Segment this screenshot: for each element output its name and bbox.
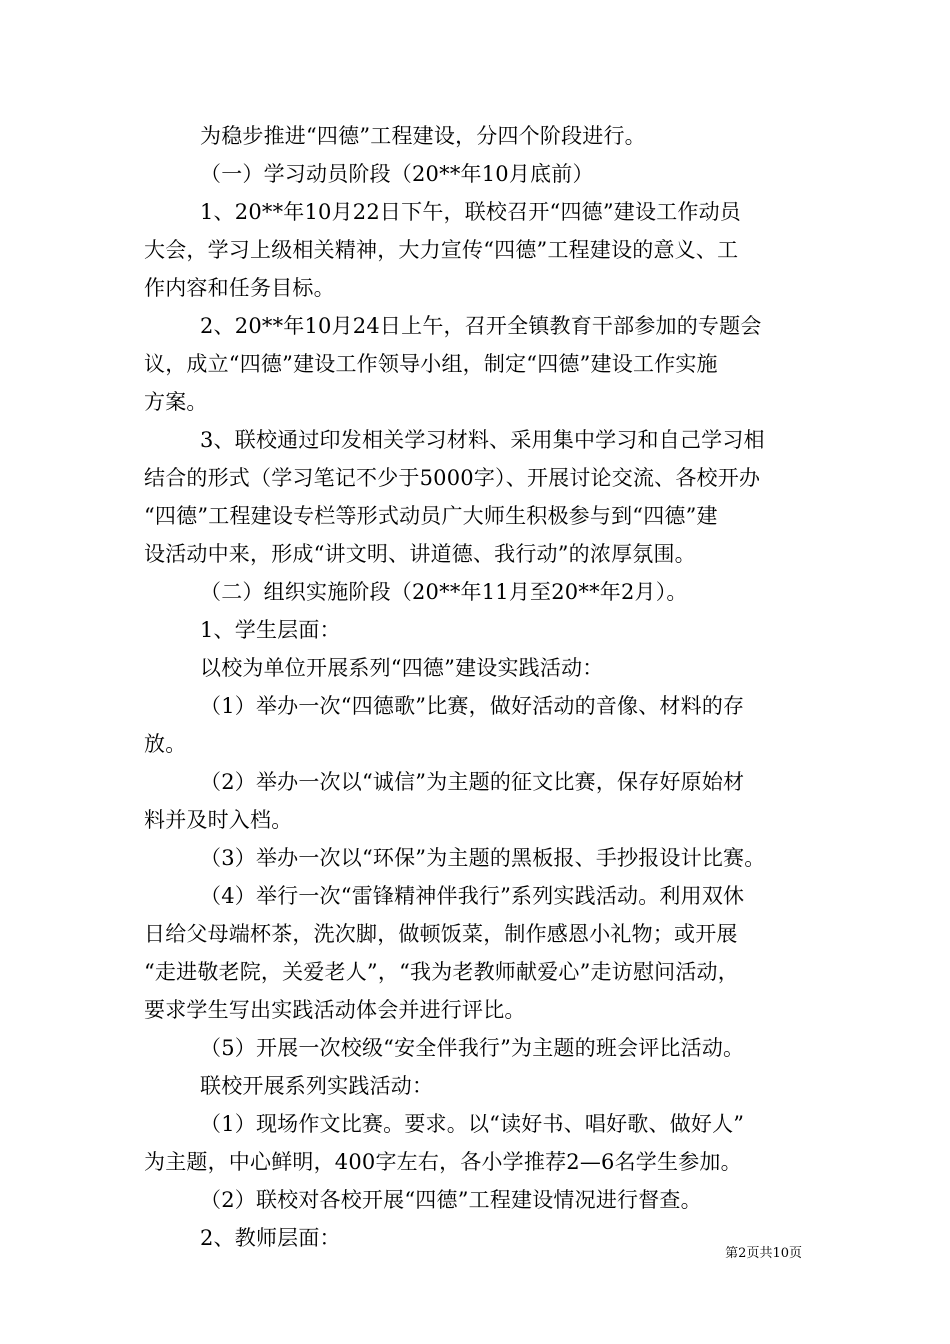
text-line-3: 1、20**年10月22日下午，联校召开“四德”建设工作动员 (200, 200, 741, 224)
text-line-16: （1）举办一次“四德歌”比赛，做好活动的音像、材料的存 (200, 694, 745, 718)
text-line-21: （4）举行一次“雷锋精神伴我行”系列实践活动。利用双休 (200, 884, 745, 908)
text-line-15: 以校为单位开展系列“四德”建设实践活动： (200, 656, 604, 680)
text-line-18: （2）举办一次以“诚信”为主题的征文比赛，保存好原始材 (200, 770, 745, 794)
text-line-23: “走进敬老院，关爱老人”，“我为老教师献爱心”走访慰问活动， (144, 960, 739, 984)
text-line-27: （1）现场作文比赛。要求。以“读好书、唱好歌、做好人” (200, 1112, 745, 1136)
text-line-12: 设活动中来，形成“讲文明、讲道德、我行动”的浓厚氛围。 (144, 542, 696, 566)
text-line-11: “四德”工程建设专栏等形式动员广大师生积极参与到“四德”建 (144, 504, 718, 528)
text-line-28: 为主题，中心鲜明，400字左右，各小学推荐2—6名学生参加。 (144, 1150, 742, 1174)
text-line-20: （3）举办一次以“环保”为主题的黑板报、手抄报设计比赛。 (200, 846, 766, 870)
text-line-9: 3、联校通过印发相关学习材料、采用集中学习和自己学习相 (200, 428, 765, 452)
text-line-24: 要求学生写出实践活动体会并进行评比。 (144, 998, 526, 1022)
text-line-19: 料并及时入档。 (144, 808, 293, 832)
text-line-14: 1、学生层面： (200, 618, 341, 642)
text-line-22: 日给父母端杯茶，洗次脚，做顿饭菜，制作感恩小礼物；或开展 (144, 922, 738, 946)
text-line-26: 联校开展系列实践活动： (200, 1074, 434, 1098)
text-line-29: （2）联校对各校开展“四德”工程建设情况进行督查。 (200, 1188, 702, 1212)
text-line-6: 2、20**年10月24日上午，召开全镇教育干部参加的专题会 (200, 314, 762, 338)
text-line-2: （一）学习动员阶段（20**年10月底前） (200, 162, 594, 186)
text-line-10: 结合的形式（学习笔记不少于5000字）、开展讨论交流、各校开办 (144, 466, 761, 490)
text-line-30: 2、教师层面： (200, 1226, 341, 1250)
text-line-1: 为稳步推进“四德”工程建设，分四个阶段进行。 (200, 124, 646, 148)
text-line-5: 作内容和任务目标。 (144, 276, 335, 300)
text-line-17: 放。 (144, 732, 187, 756)
text-line-25: （5）开展一次校级“安全伴我行”为主题的班会评比活动。 (200, 1036, 745, 1060)
text-line-7: 议，成立“四德”建设工作领导小组，制定“四德”建设工作实施 (144, 352, 718, 376)
text-line-13: （二）组织实施阶段（20**年11月至20**年2月）。 (200, 580, 688, 604)
page-number-footer: 第2页共10页 (725, 1246, 802, 1261)
text-line-4: 大会，学习上级相关精神，大力宣传“四德”工程建设的意义、工 (144, 238, 739, 262)
text-line-8: 方案。 (144, 390, 208, 414)
